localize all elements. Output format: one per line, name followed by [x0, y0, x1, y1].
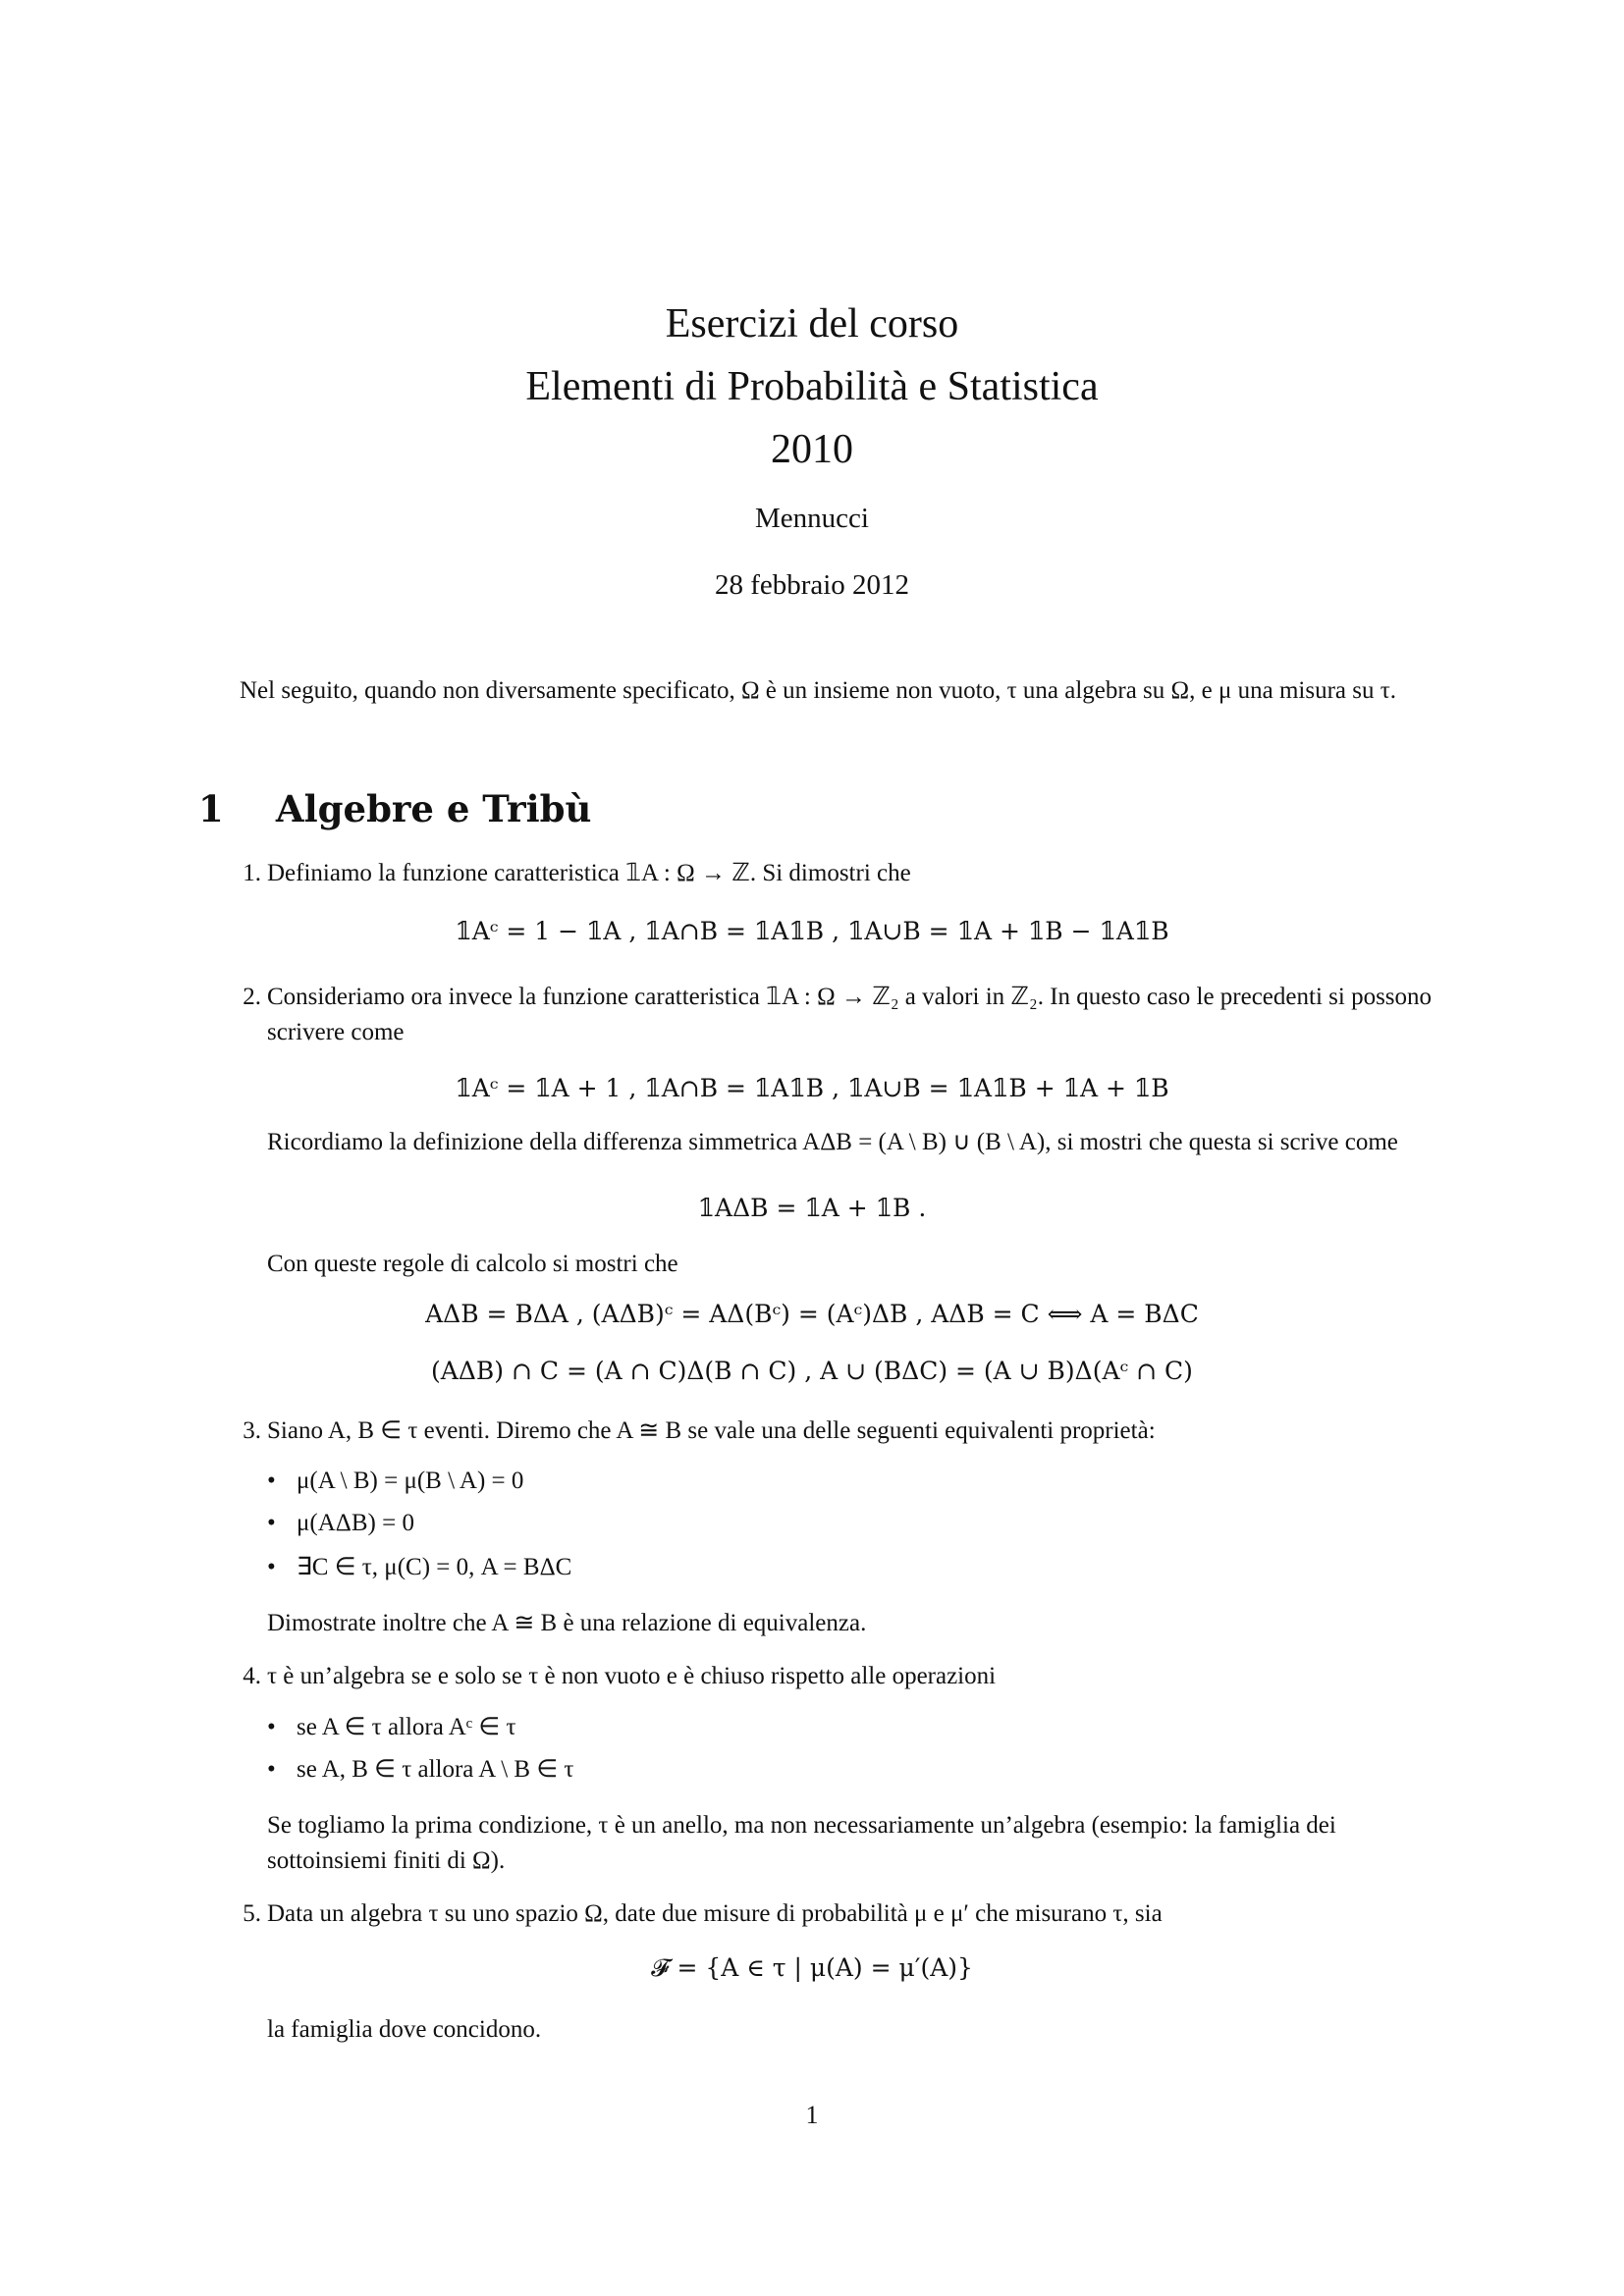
- bullet-text: se A, B ∈ τ allora A \ B ∈ τ: [297, 1756, 574, 1783]
- section-heading: [198, 787, 591, 830]
- item-text: Consideriamo ora invece la funzione caratteristica 𝟙A : Ω → ℤ₂ a valori in ℤ₂. In questo caso le precedenti si possono scrivere come: [267, 984, 1433, 1045]
- equation: (AΔB) ∩ C = (A ∩ C)Δ(B ∩ C) , A ∪ (BΔC) = (A ∪ B)Δ(Aᶜ ∩ C): [431, 1357, 1193, 1385]
- bullet-text: μ(A \ B) = μ(B \ A) = 0: [297, 1468, 524, 1494]
- equation: 𝓕 = {A ∈ τ | μ(A) = μ′(A)}: [651, 1953, 973, 1982]
- title-line-1: Esercizi del corso: [665, 301, 959, 347]
- item-text: Definiamo la funzione caratteristica 𝟙A : Ω → ℤ. Si dimostri che: [267, 860, 911, 886]
- item-text: Siano A, B ∈ τ eventi. Diremo che A ≅ B se vale una delle seguenti equivalenti proprietà:: [267, 1417, 1156, 1444]
- bullet-item: • μ(A \ B) = μ(B \ A) = 0: [267, 1468, 524, 1494]
- title-line-3: 2010: [771, 427, 853, 472]
- item-paragraph: Se togliamo la prima condizione, τ è un anello, ma non necessariamente un’algebra (esempio: la famiglia dei sottoinsiemi finiti di Ω).: [267, 1812, 1336, 1874]
- document-title: [0, 293, 1624, 481]
- item-text: Data un algebra τ su uno spazio Ω, date due misure di probabilità μ e μ′ che misurano τ, sia: [267, 1900, 1163, 1927]
- author: Mennucci: [755, 503, 869, 534]
- bullet-item: • μ(AΔB) = 0: [267, 1510, 414, 1536]
- bullet-item: • se A ∈ τ allora Aᶜ ∈ τ: [267, 1714, 516, 1740]
- item-paragraph: Ricordiamo la definizione della differenza simmetrica AΔB = (A \ B) ∪ (B \ A), si mostri che questa si scrive come: [267, 1129, 1398, 1155]
- section-number: 1: [198, 787, 224, 830]
- section-title: Algebre e Tribù: [275, 787, 592, 830]
- item-number: 4.: [243, 1663, 261, 1689]
- item-number: 2.: [243, 984, 261, 1010]
- page-number: 1: [805, 2101, 819, 2129]
- item-text: τ è un’algebra se e solo se τ è non vuoto e è chiuso rispetto alle operazioni: [267, 1663, 997, 1689]
- exercise-item-2: [198, 980, 1435, 1058]
- intro-paragraph: Nel seguito, quando non diversamente specificato, Ω è un insieme non vuoto, τ una algebra su Ω, e μ una misura su τ.: [240, 677, 1397, 704]
- bullet-item: • se A, B ∈ τ allora A \ B ∈ τ: [267, 1756, 574, 1783]
- item-paragraph: Con queste regole di calcolo si mostri che: [267, 1251, 678, 1277]
- bullet-text: μ(AΔB) = 0: [297, 1510, 414, 1536]
- title-line-2: Elementi di Probabilità e Statistica: [525, 364, 1099, 409]
- bullet-item: • ∃C ∈ τ, μ(C) = 0, A = BΔC: [267, 1554, 572, 1580]
- date: 28 febbraio 2012: [714, 569, 910, 601]
- item-number: 1.: [243, 860, 261, 886]
- bullet-text: se A ∈ τ allora Aᶜ ∈ τ: [297, 1714, 516, 1740]
- item-number: 3.: [243, 1417, 261, 1444]
- equation: 𝟙Aᶜ = 𝟙A + 1 , 𝟙A∩B = 𝟙A𝟙B , 𝟙A∪B = 𝟙A𝟙B + 𝟙A + 𝟙B: [455, 1074, 1169, 1102]
- equation: 𝟙AΔB = 𝟙A + 𝟙B .: [697, 1194, 927, 1222]
- bullet-text: ∃C ∈ τ, μ(C) = 0, A = BΔC: [297, 1554, 572, 1580]
- equation: 𝟙Aᶜ = 1 − 𝟙A , 𝟙A∩B = 𝟙A𝟙B , 𝟙A∪B = 𝟙A + 𝟙B − 𝟙A𝟙B: [455, 917, 1169, 945]
- item-number: 5.: [243, 1900, 261, 1927]
- item-paragraph: la famiglia dove concidono.: [267, 2016, 542, 2043]
- equation: AΔB = BΔA , (AΔB)ᶜ = AΔ(Bᶜ) = (Aᶜ)ΔB , AΔB = C ⟺ A = BΔC: [425, 1300, 1199, 1328]
- item-paragraph: Dimostrate inoltre che A ≅ B è una relazione di equivalenza.: [267, 1610, 867, 1636]
